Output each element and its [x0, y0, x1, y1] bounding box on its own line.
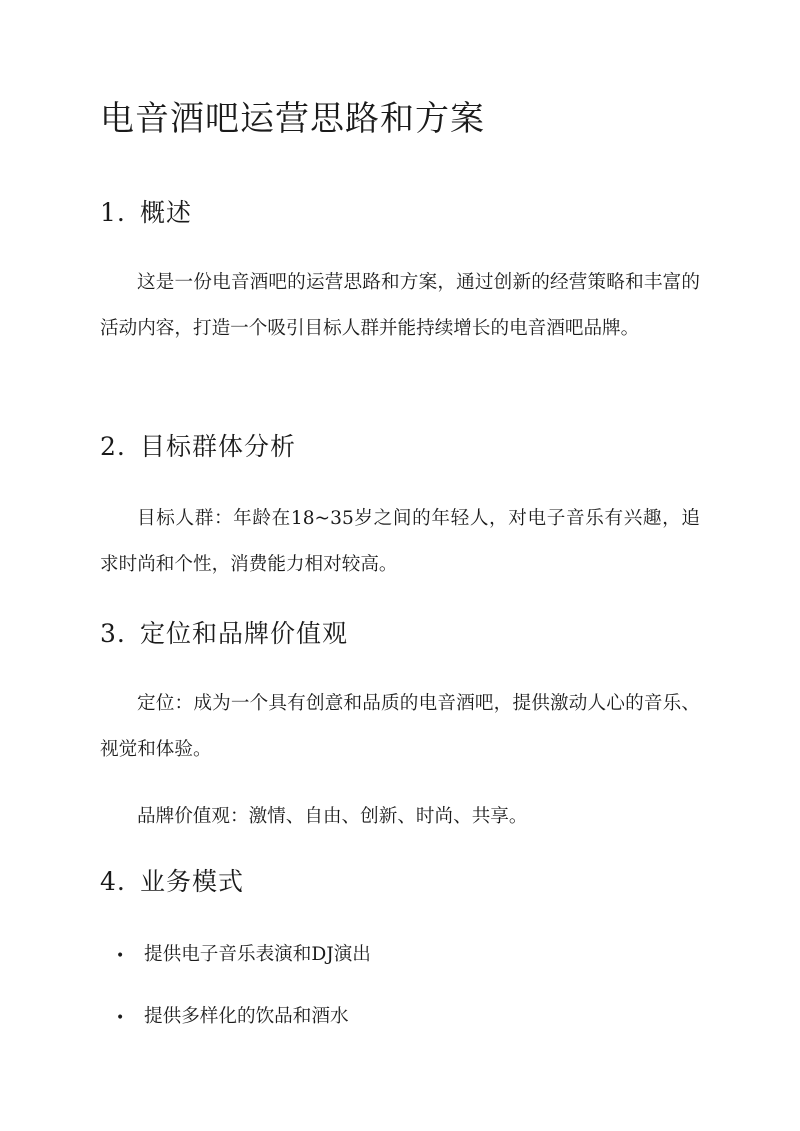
section-number: 3.	[100, 619, 126, 648]
list-item-text: 提供电子音乐表演和DJ演出	[144, 944, 371, 965]
paragraph: 品牌价值观：激情、自由、创新、时尚、共享。	[137, 806, 528, 827]
section-title: 业务模式	[140, 867, 245, 896]
paragraph: 目标人群：年龄在18~35岁之间的年轻人，对电子音乐有兴趣，追求时尚和个性，消费能力相对较高。	[100, 508, 700, 575]
section-heading	[100, 617, 348, 651]
list-item	[116, 1002, 349, 1033]
bullet-icon: •	[116, 948, 125, 964]
document-title: 电音酒吧运营思路和方案	[100, 99, 485, 139]
list-item	[116, 940, 371, 971]
section-heading	[100, 865, 244, 899]
list-item-text: 提供多样化的饮品和酒水	[144, 1006, 349, 1027]
section-number: 2.	[100, 432, 126, 461]
bullet-icon: •	[116, 1010, 125, 1026]
section-number: 1.	[100, 198, 126, 227]
section-heading	[100, 430, 296, 464]
section-title: 概述	[140, 198, 193, 227]
section-number: 4.	[100, 867, 126, 896]
paragraph: 这是一份电音酒吧的运营思路和方案，通过创新的经营策略和丰富的活动内容，打造一个吸引目标人群并能持续增长的电音酒吧品牌。	[100, 272, 700, 339]
section-heading	[100, 196, 192, 230]
paragraph: 定位：成为一个具有创意和品质的电音酒吧，提供激动人心的音乐、视觉和体验。	[100, 693, 700, 760]
section-title: 定位和品牌价值观	[140, 619, 349, 648]
section-title: 目标群体分析	[140, 432, 297, 461]
